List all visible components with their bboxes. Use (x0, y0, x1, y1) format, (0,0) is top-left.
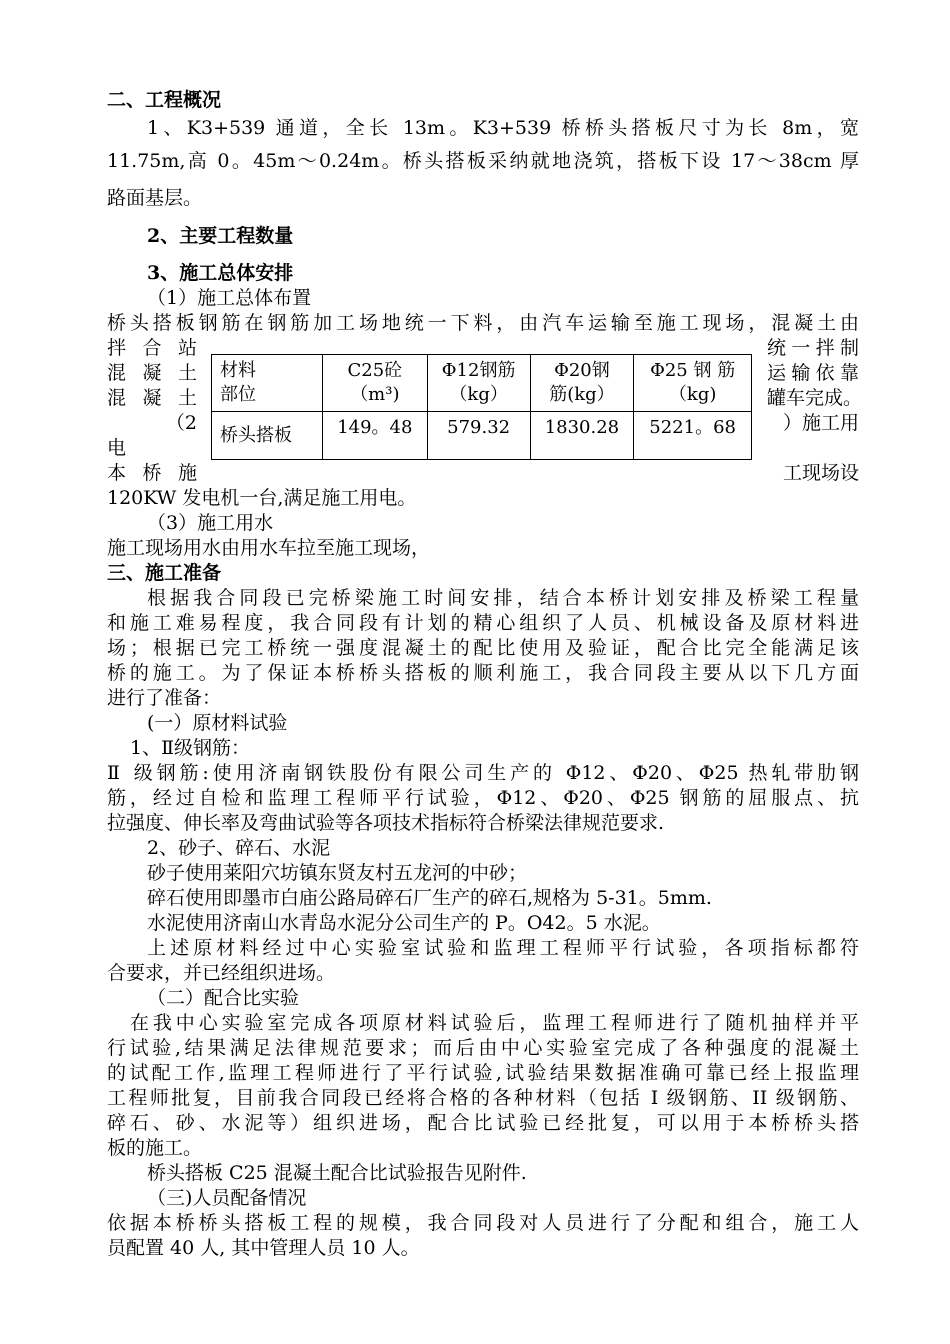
paragraph-line: 依据本桥桥头搭板工程的规模，我合同段对人员进行了分配和组合，施工人 (107, 1212, 859, 1234)
paragraph-line: 1、K3+539 通道，全长 13m。K3+539 桥桥头搭板尺寸为长 8m，宽 (147, 117, 859, 139)
heading-arrangement: 3、施工总体安排 (147, 262, 294, 284)
paragraph-line: 水泥使用济南山水青岛水泥分公司生产的 P。O42。5 水泥。 (147, 912, 661, 934)
subheading-water: （3）施工用水 (147, 512, 274, 534)
subheading-mix: （二）配合比实验 (147, 987, 300, 1009)
subheading-steel: 1、Ⅱ级钢筋： (130, 737, 251, 759)
table-row (212, 412, 752, 460)
wrap-left-line: 拌 合 站 (107, 337, 197, 359)
paragraph-line: 拉强度、伸长率及弯曲试验等各项技术指标符合桥梁法律规范要求. (107, 812, 665, 834)
paragraph-line: 路面基层。 (107, 187, 203, 209)
subheading-materials: (一）原材料试验 (147, 712, 288, 734)
paragraph-line: 的试配工作,监理工程师进行了平行试验,试验结果数据准确可靠已经上报监理 (107, 1062, 859, 1084)
section-title-preparation: 三、施工准备 (107, 562, 222, 584)
paragraph-line: 桥头搭板 C25 混凝土配合比试验报告见附件. (147, 1162, 527, 1184)
paragraph-line: 场；根据已完工桥统一强度混凝土的配比使用及验证，配合比完全能满足该 (107, 637, 859, 659)
paragraph-line: 合要求，并已经组织进场。 (107, 962, 336, 984)
paragraph-line: 行试验,结果满足法律规范要求；而后由中心实验室完成了各种强度的混凝土 (107, 1037, 859, 1059)
paragraph-line: 和施工难易程度，我合同段有计划的精心组织了人员、机械设备及原材料进 (107, 612, 859, 634)
table-cell: 579.32 (427, 412, 530, 460)
paragraph-line: 碎石、砂、水泥等）组织进场，配合比试验已经批复，可以用于本桥桥头搭 (107, 1112, 859, 1134)
wrap-right-line: 工现场设 (782, 462, 859, 484)
wrap-left-line: 混 凝 土 (107, 362, 197, 384)
paragraph-line: 碎石使用即墨市白庙公路局碎石厂生产的碎石,规格为 5-31。5mm. (147, 887, 712, 909)
section-title-overview: 二、工程概况 (107, 89, 222, 111)
table-header-cell: C25砼 （m³) (323, 355, 428, 412)
paragraph-line: 120KW 发电机一台,满足施工用电。 (107, 487, 417, 509)
paragraph-line: 砂子使用莱阳穴坊镇东贤友村五龙河的中砂； (147, 862, 528, 884)
paragraph-line: 11.75m,高 0。45m～0.24m。桥头搭板采纳就地浇筑，搭板下设 17～38cm 厚 (107, 150, 859, 172)
paragraph-line: Ⅱ 级钢筋:使用济南钢铁股份有限公司生产的 Φ12、Φ20、Φ25 热轧带肋钢 (107, 762, 859, 784)
paragraph-line: 筋，经过自检和监理工程师平行试验，Φ12、Φ20、Φ25 钢筋的屈服点、抗 (107, 787, 859, 809)
subheading-staff: （三)人员配备情况 (147, 1187, 307, 1209)
wrap-right-line: ）施工用 (782, 412, 859, 434)
table-cell: 5221。68 (634, 412, 752, 460)
paragraph-line: 施工现场用水由用水车拉至施工现场， (107, 537, 431, 559)
wrap-right-line: 统一拌制 (767, 337, 859, 359)
table-header-cell: Φ20钢 筋(kg） (530, 355, 634, 412)
wrap-right-line: 罐车完成。 (767, 387, 863, 409)
material-quantity-table (211, 354, 752, 460)
table-cell: 1830.28 (530, 412, 634, 460)
paragraph-line: 根据我合同段已完桥梁施工时间安排，结合本桥计划安排及桥梁工程量 (147, 587, 859, 609)
subheading-layout: （1）施工总体布置 (147, 287, 312, 309)
paragraph-line: 员配置 40 人, 其中管理人员 10 人。 (107, 1237, 420, 1259)
table-header-cell: Φ12钢筋 （kg） (427, 355, 530, 412)
wrap-left-line: 本 桥 施 (107, 462, 197, 484)
table-cell: 149。48 (323, 412, 428, 460)
table-header-row (212, 355, 752, 412)
wrap-left-line: 混 凝 土 (107, 387, 197, 409)
paragraph-line: 工程师批复，目前我合同段已经将合格的各种材料（包括 I 级钢筋、II 级钢筋、 (107, 1087, 859, 1109)
wrap-right-line: 运输依靠 (767, 362, 859, 384)
paragraph-line: 进行了准备： (107, 687, 222, 709)
paragraph-line: 上述原材料经过中心实验室试验和监理工程师平行试验，各项指标都符 (147, 937, 859, 959)
paragraph-line: 板的施工。 (107, 1137, 203, 1159)
paragraph-line: 在我中心实验室完成各项原材料试验后，监理工程师进行了随机抽样并平 (130, 1012, 859, 1034)
subheading-aggregates: 2、砂子、碎石、水泥 (147, 837, 331, 859)
table-header-cell: Φ25 钢 筋 （kg) (634, 355, 752, 412)
wrap-left-line: （2 (165, 412, 197, 434)
paragraph-line: 桥头搭板钢筋在钢筋加工场地统一下料，由汽车运输至施工现场，混凝土由 (107, 312, 859, 334)
table-cell: 桥头搭板 (212, 412, 323, 460)
paragraph-line: 桥的施工。为了保证本桥桥头搭板的顺利施工，我合同段主要从以下几方面 (107, 662, 859, 684)
wrap-left-line: 电 (107, 437, 127, 459)
table-header-cell: 材料 部位 (212, 355, 323, 412)
heading-quantity: 2、主要工程数量 (147, 225, 294, 247)
